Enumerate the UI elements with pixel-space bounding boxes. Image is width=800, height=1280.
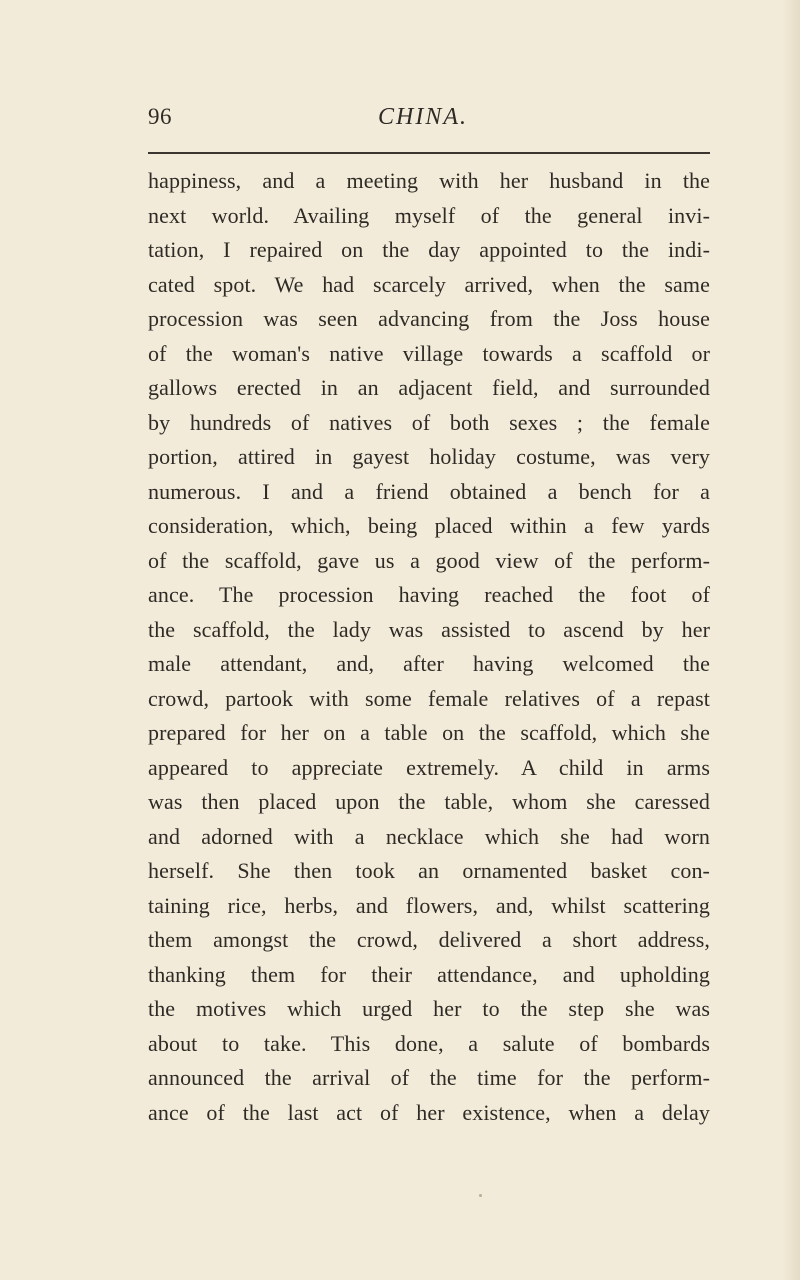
page-number: 96: [148, 104, 172, 129]
text-line: male attendant, and, after having welcomed the: [148, 651, 710, 676]
text-line: thanking them for their attendance, and upholding: [148, 961, 710, 987]
text-line: the scaffold, the lady was assisted to ascend by her: [148, 616, 710, 642]
header-rule: [148, 152, 710, 154]
running-title: CHINA.: [378, 104, 468, 130]
text-line: them amongst the crowd, delivered a short address,: [148, 927, 710, 952]
text-line: ance. The procession having reached the foot of: [148, 582, 710, 607]
paper-speck: [479, 1194, 482, 1197]
text-line: numerous. I and a friend obtained a bench for a: [148, 478, 710, 504]
text-line: herself. She then took an ornamented basket con-: [148, 858, 710, 883]
text-line: portion, attired in gayest holiday costume, was very: [148, 444, 710, 469]
page-edge-shadow: [782, 0, 800, 1280]
text-line: crowd, partook with some female relatives of a repast: [148, 685, 710, 711]
page-header: [148, 104, 710, 144]
text-line: gallows erected in an adjacent field, and surrounded: [148, 375, 710, 400]
text-line: ance of the last act of her existence, when a delay: [148, 1099, 710, 1125]
text-line: happiness, and a meeting with her husband in the: [148, 168, 710, 193]
text-line: was then placed upon the table, whom she caressed: [148, 789, 710, 814]
text-line: taining rice, herbs, and flowers, and, whilst scattering: [148, 892, 710, 918]
text-line: consideration, which, being placed within a few yards: [148, 513, 710, 538]
text-line: of the woman's native village towards a scaffold or: [148, 340, 710, 366]
text-line: cated spot. We had scarcely arrived, when the same: [148, 271, 710, 297]
text-line: announced the arrival of the time for the perform-: [148, 1065, 710, 1090]
text-line: procession was seen advancing from the Joss house: [148, 306, 710, 331]
text-line: of the scaffold, gave us a good view of the perform-: [148, 547, 710, 573]
text-line: appeared to appreciate extremely. A child in arms: [148, 754, 710, 780]
body-paragraph: [148, 164, 710, 1130]
text-line: prepared for her on a table on the scaffold, which she: [148, 720, 710, 745]
text-line: next world. Availing myself of the general invi-: [148, 202, 710, 228]
text-line: tation, I repaired on the day appointed to the indi-: [148, 237, 710, 262]
text-line: by hundreds of natives of both sexes ; the female: [148, 409, 710, 435]
text-line: the motives which urged her to the step she was: [148, 996, 710, 1021]
text-line: about to take. This done, a salute of bombards: [148, 1030, 710, 1056]
text-line: and adorned with a necklace which she had worn: [148, 823, 710, 849]
